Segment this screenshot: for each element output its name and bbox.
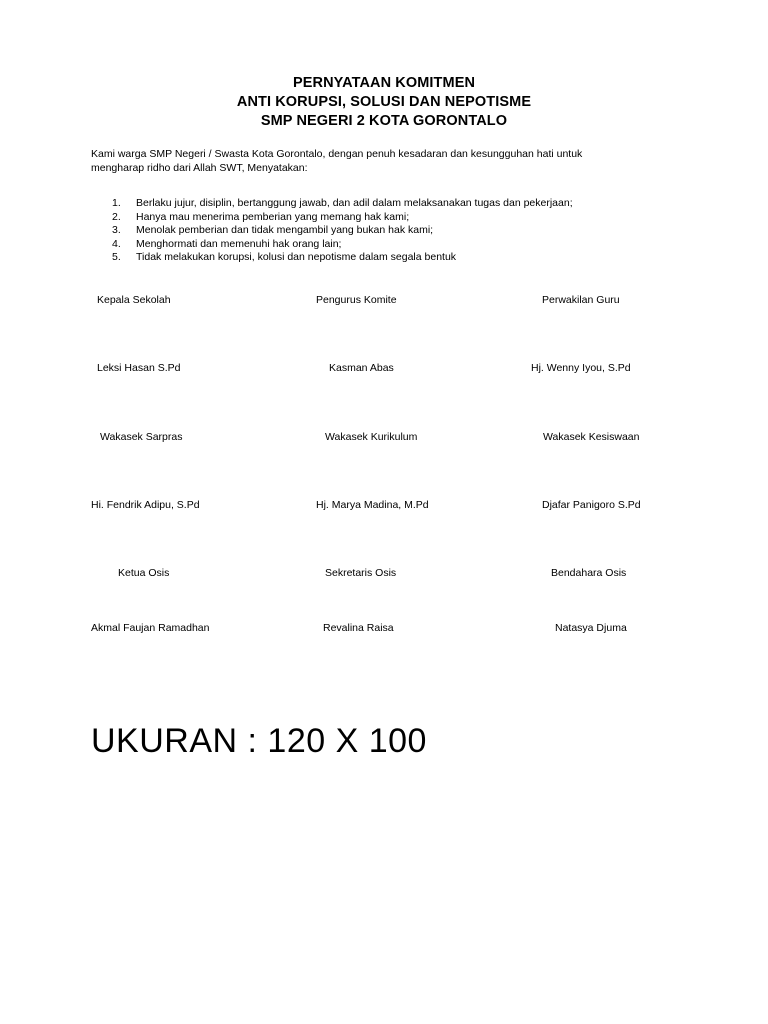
name-wakasek-kesiswaan: Djafar Panigoro S.Pd <box>542 499 641 511</box>
name-bendahara-osis: Natasya Djuma <box>555 622 627 634</box>
commitment-text: Menolak pemberian dan tidak mengambil yang bukan hak kami; <box>136 224 434 237</box>
role-bendahara-osis: Bendahara Osis <box>551 567 627 579</box>
name-sekretaris-osis: Revalina Raisa <box>323 622 394 634</box>
commitment-text: Berlaku jujur, disiplin, bertanggung jawab, dan adil dalam melaksanakan tugas dan pekerjaan; <box>136 197 573 209</box>
intro-line-1: Kami warga SMP Negeri / Swasta Kota Gorontalo, dengan penuh kesadaran dan kesungguhan hati untuk <box>91 148 583 160</box>
role-ketua-osis: Ketua Osis <box>118 567 170 579</box>
commitment-text: Tidak melakukan korupsi, kolusi dan nepotisme dalam segala bentuk <box>136 251 457 264</box>
commitment-text: Menghormati dan memenuhi hak orang lain; <box>136 237 342 250</box>
name-ketua-osis: Akmal Faujan Ramadhan <box>91 622 210 634</box>
commitment-number: 3. <box>112 224 121 237</box>
commitment-number: 4. <box>112 237 121 250</box>
name-pengurus-komite: Kasman Abas <box>329 362 394 374</box>
title-line-3: SMP NEGERI 2 KOTA GORONTALO <box>260 113 508 129</box>
commitment-text: Hanya mau menerima pemberian yang memang hak kami; <box>136 210 410 223</box>
commitment-item <box>110 251 700 265</box>
size-note: UKURAN : 120 X 100 <box>91 722 427 760</box>
role-wakasek-kurikulum: Wakasek Kurikulum <box>325 431 418 443</box>
role-wakasek-kesiswaan: Wakasek Kesiswaan <box>543 431 640 443</box>
commitment-item <box>110 238 700 252</box>
title-line-2: ANTI KORUPSI, SOLUSI DAN NEPOTISME <box>236 94 532 110</box>
intro-paragraph <box>91 147 691 175</box>
name-perwakilan-guru: Hj. Wenny Iyou, S.Pd <box>531 362 631 374</box>
intro-line-2: mengharap ridho dari Allah SWT, Menyatakan: <box>91 162 308 174</box>
name-wakasek-sarpras: Hi. Fendrik Adipu, S.Pd <box>91 499 200 511</box>
commitment-number: 5. <box>112 251 121 264</box>
name-wakasek-kurikulum: Hj. Marya Madina, M.Pd <box>316 499 429 511</box>
commitment-item <box>110 211 700 225</box>
name-kepala-sekolah: Leksi Hasan S.Pd <box>97 362 181 374</box>
commitment-item <box>110 197 700 211</box>
role-wakasek-sarpras: Wakasek Sarpras <box>100 431 183 443</box>
role-perwakilan-guru: Perwakilan Guru <box>542 294 620 306</box>
role-sekretaris-osis: Sekretaris Osis <box>325 567 397 579</box>
commitment-list <box>110 197 700 265</box>
commitment-number: 1. <box>112 197 121 209</box>
commitment-item <box>110 224 700 238</box>
role-pengurus-komite: Pengurus Komite <box>316 294 397 306</box>
title-line-1: PERNYATAAN KOMITMEN <box>292 75 476 91</box>
document-title <box>0 74 768 131</box>
commitment-number: 2. <box>112 210 121 223</box>
role-kepala-sekolah: Kepala Sekolah <box>97 294 171 306</box>
